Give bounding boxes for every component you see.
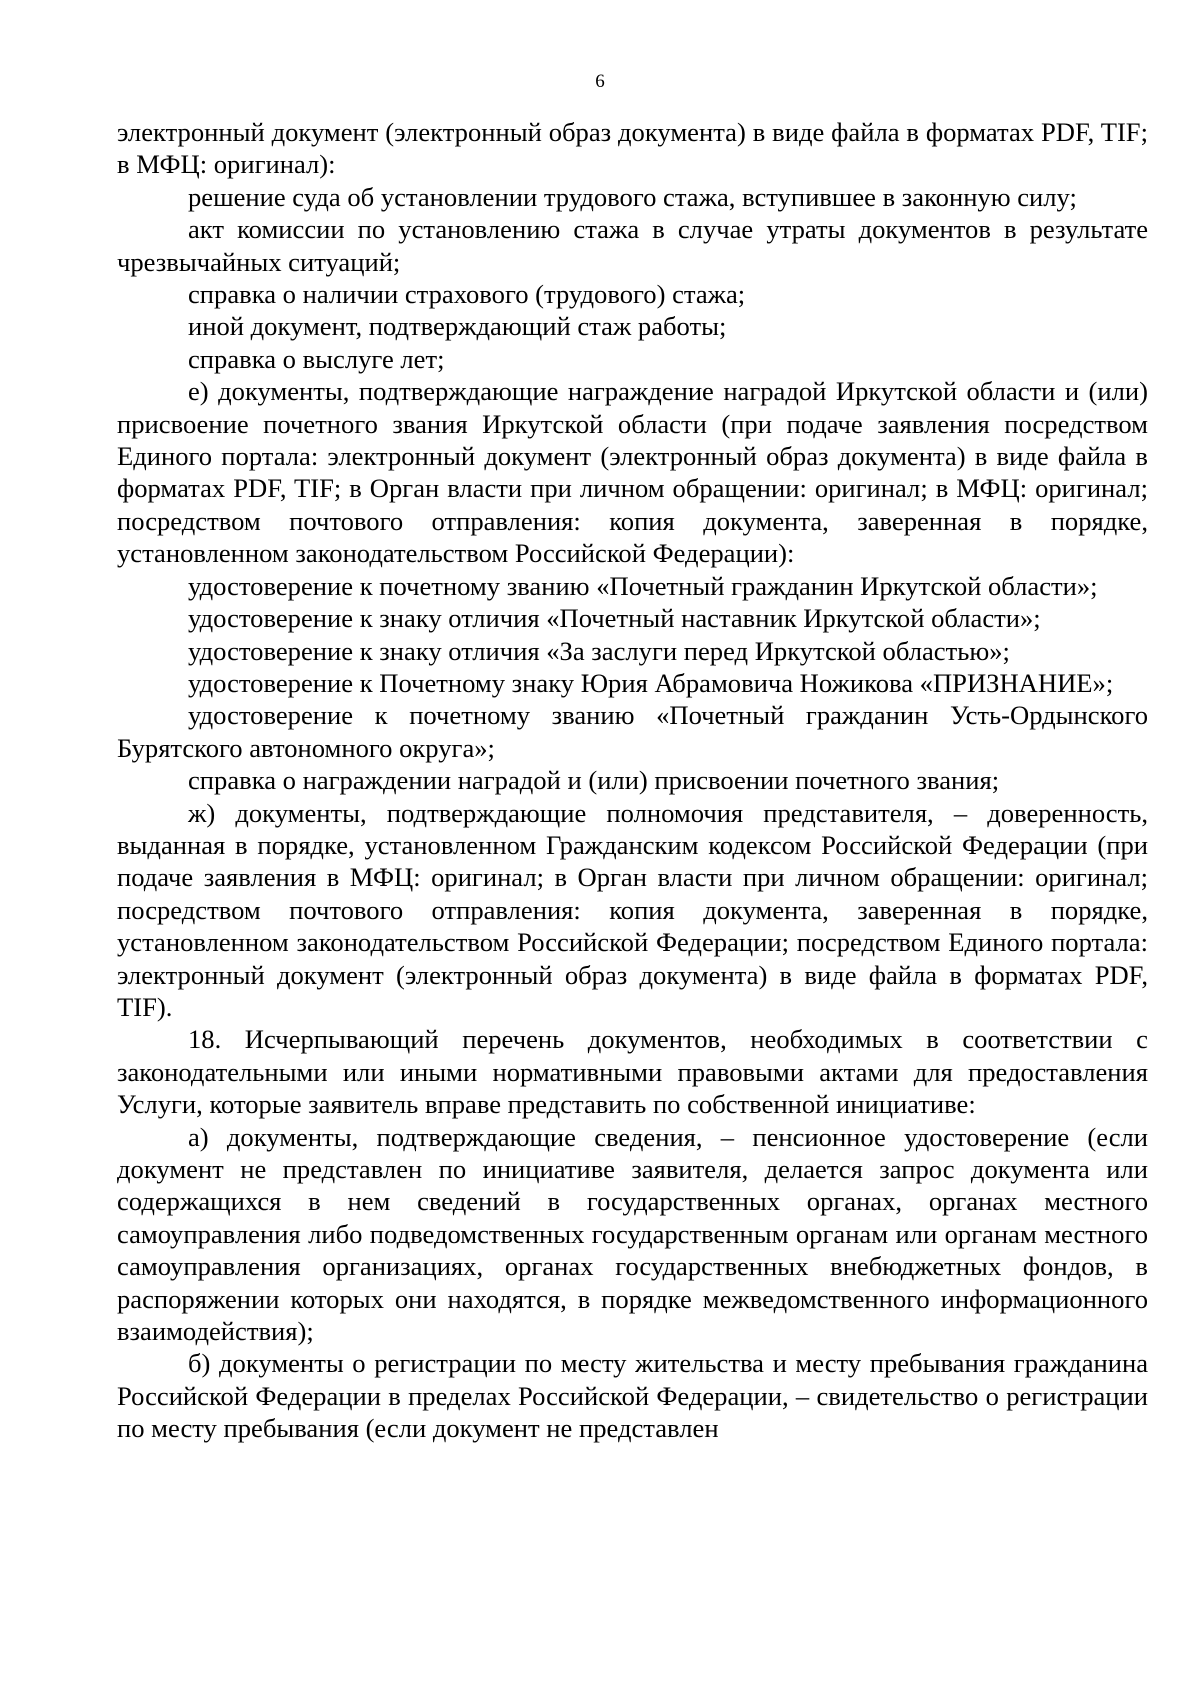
paragraph: удостоверение к знаку отличия «За заслуги перед Иркутской областью»; xyxy=(188,635,1010,666)
paragraph: а) документы, подтверждающие сведения, – пенсионное удостоверение (если документ не представлен по инициативе заявителя, делается запрос документа или содержащихся в нем сведений в государственных органах, органах местного самоуправления либо подведомственных государственным органам или органам местного самоуправления организациях, органах государственных внебюджетных фондов, в распоряжении которых они находятся, в порядке межведомственного информационного взаимодействия); xyxy=(117,1121,1148,1347)
paragraph: удостоверение к почетному званию «Почетный гражданин Иркутской области»; xyxy=(188,570,1098,601)
paragraph: 18. Исчерпывающий перечень документов, необходимых в соответствии с законодательными или иными нормативными правовыми актами для предоставления Услуги, которые заявитель вправе представить по собственной инициативе: xyxy=(117,1024,1148,1120)
paragraph: б) документы о регистрации по месту жительства и месту пребывания гражданина Российской Федерации в пределах Российской Федерации, – свидетельство о регистрации по месту пребывания (если документ не представлен xyxy=(117,1348,1148,1444)
paragraph: решение суда об установлении трудового стажа, вступившее в законную силу; xyxy=(188,181,1077,212)
paragraph: электронный документ (электронный образ документа) в виде файла в форматах PDF, TIF; в МФЦ: оригинал): xyxy=(117,117,1148,180)
paragraph: ж) документы, подтверждающие полномочия представителя, – доверенность, выданная в порядке, установленном Гражданским кодексом Российской Федерации (при подаче заявления в МФЦ: оригинал; в Орган власти при личном обращении: оригинал; посредством почтового отправления: копия документа, заверенная в порядке, установленном законодательством Российской Федерации; посредством Единого портала: электронный документ (электронный образ документа) в виде файла в форматах PDF, TIF). xyxy=(117,797,1148,1022)
paragraph: справка о выслуге лет; xyxy=(188,343,445,374)
paragraph: иной документ, подтверждающий стаж работы; xyxy=(188,311,727,342)
document-body xyxy=(117,116,1148,1445)
paragraph: справка о наличии страхового (трудового) стажа; xyxy=(188,279,746,310)
paragraph: справка о награждении наградой и (или) присвоении почетного звания; xyxy=(188,765,1000,796)
page-number: 6 xyxy=(595,71,605,92)
paragraph: удостоверение к Почетному знаку Юрия Абрамовича Ножикова «ПРИЗНАНИЕ»; xyxy=(188,667,1114,698)
paragraph: удостоверение к знаку отличия «Почетный наставник Иркутской области»; xyxy=(188,603,1041,634)
paragraph: акт комиссии по установлению стажа в случае утраты документов в результате чрезвычайных ситуаций; xyxy=(117,214,1148,277)
paragraph: е) документы, подтверждающие награждение наградой Иркутской области и (или) присвоение почетного звания Иркутской области (при подаче заявления посредством Единого портала: электронный документ (электронный образ документа) в виде файла в форматах PDF, TIF; в Орган власти при личном обращении: оригинал; в МФЦ: оригинал; посредством почтового отправления: копия документа, заверенная в порядке, установленном законодательством Российской Федерации): xyxy=(117,376,1148,569)
paragraph: удостоверение к почетному званию «Почетный гражданин Усть-Ордынского Бурятского автономного округа»; xyxy=(117,700,1148,763)
